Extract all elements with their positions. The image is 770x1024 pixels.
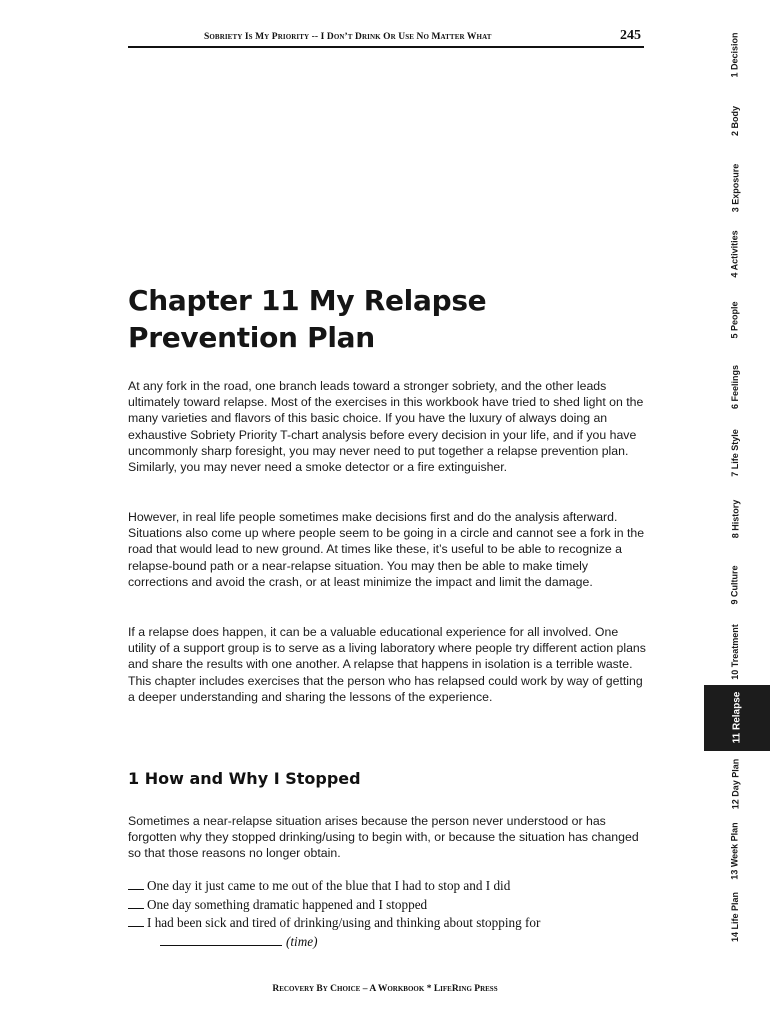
stop-reasons-checklist <box>128 877 648 951</box>
checklist-item-label: One day it just came to me out of the blue that I had to stop and I did <box>147 878 511 893</box>
section-title: 1 How and Why I Stopped <box>128 769 361 788</box>
chapter-tab-label: 3 Exposure <box>730 163 740 212</box>
chapter-tab-label: 8 History <box>729 499 740 539</box>
chapter-tab-label: 12 Day Plan <box>730 759 740 810</box>
chapter-tab-label: 13 Week Plan <box>730 821 740 880</box>
intro-paragraph-2: However, in real life people sometimes make decisions first and do the analysis afterward. Situations also come up where people seem to be going in a circle and cannot see a fork in the road that would lead to new ground. At times like these, it’s useful to be able to recognize a relapse-bound path or a near-relapse situation. You may then be able to make timely corrections and avoid the crash, or at least minimize the impact and limit the damage. <box>128 510 645 589</box>
time-fill-in-blank[interactable] <box>160 933 282 946</box>
checklist-item[interactable] <box>128 896 648 915</box>
chapter-tab-label: 5 People <box>729 301 740 339</box>
chapter-tab-label: 4 Activities <box>729 230 740 278</box>
chapter-tab-10[interactable] <box>700 619 770 685</box>
intro-paragraph-1: At any fork in the road, one branch leads toward a stronger sobriety, and the other leads ultimately toward relapse. Most of the exercises in this workbook have tried to shed light on the many varieties and flavors of this basic choice. If you have the luxury of always doing an exhaustive Sobriety Priority T-chart analysis before every decision in your life, and if you have uncommonly sharp foresight, you may never need to put together a relapse prevention plan. Similarly, you may never need a smoke detector or a fire extinguisher. <box>128 379 644 475</box>
page-number: 245 <box>620 28 641 43</box>
checkbox-blank[interactable] <box>128 897 144 909</box>
chapter-tab-6[interactable] <box>700 353 770 419</box>
chapter-tab-3[interactable] <box>700 155 770 221</box>
chapter-side-tabs <box>700 0 770 1024</box>
checkbox-blank[interactable] <box>128 878 144 890</box>
time-fill-in-row <box>128 933 648 952</box>
chapter-tab-9[interactable] <box>700 552 770 618</box>
checkbox-blank[interactable] <box>128 915 144 927</box>
chapter-tab-1[interactable] <box>700 22 770 88</box>
chapter-tab-label: 6 Feelings <box>729 364 740 409</box>
chapter-tab-label: 2 Body <box>729 106 740 137</box>
chapter-tab-4[interactable] <box>700 221 770 287</box>
intro-paragraph-3: If a relapse does happen, it can be a valuable educational experience for all involved. One utility of a support group is to serve as a living laboratory where people try different action plans and share the results with one another. A relapse that happens in isolation is a terrible waste. This chapter includes exercises that the person who has relapsed could work by way of getting a deeper understanding and sharing the lessons of the experience. <box>128 625 646 704</box>
time-fill-in-label: (time) <box>286 933 318 949</box>
chapter-tab-label: 1 Decision <box>730 32 740 78</box>
chapter-tab-label: 14 Life Plan <box>730 891 740 942</box>
running-header <box>128 26 644 48</box>
checklist-item[interactable] <box>128 877 648 896</box>
chapter-tab-8[interactable] <box>700 486 770 552</box>
chapter-tab-label: 7 Life Style <box>730 429 740 477</box>
checklist-item[interactable] <box>128 914 648 933</box>
chapter-tab-5[interactable] <box>700 287 770 353</box>
chapter-tab-14[interactable] <box>700 884 770 950</box>
chapter-tab-2[interactable] <box>700 88 770 154</box>
chapter-title: Chapter 11 My Relapse Prevention Plan <box>128 284 487 354</box>
chapter-tab-label: 10 Treatment <box>730 623 740 680</box>
chapter-tab-label: 11 Relapse <box>731 692 743 744</box>
checklist-item-label: One day something dramatic happened and I stopped <box>147 896 428 912</box>
chapter-tab-12[interactable] <box>700 751 770 817</box>
chapter-tab-13[interactable] <box>700 817 770 883</box>
chapter-tab-11[interactable] <box>704 685 770 751</box>
running-header-title: Sobriety Is My Priority -- I Don’t Drink Or Use No Matter What <box>204 32 492 42</box>
chapter-tab-7[interactable] <box>700 420 770 486</box>
running-footer: Recovery By Choice – A Workbook * LifeRing Press <box>272 984 498 994</box>
section-intro-paragraph: Sometimes a near-relapse situation arises because the person never understood or has forgotten why they stopped drinking/using to begin with, or because the situation has changed so that those reasons no longer obtain. <box>128 814 639 861</box>
chapter-tab-label: 9 Culture <box>729 565 740 605</box>
checklist-item-label: I had been sick and tired of drinking/using and thinking about stopping for <box>147 915 541 930</box>
